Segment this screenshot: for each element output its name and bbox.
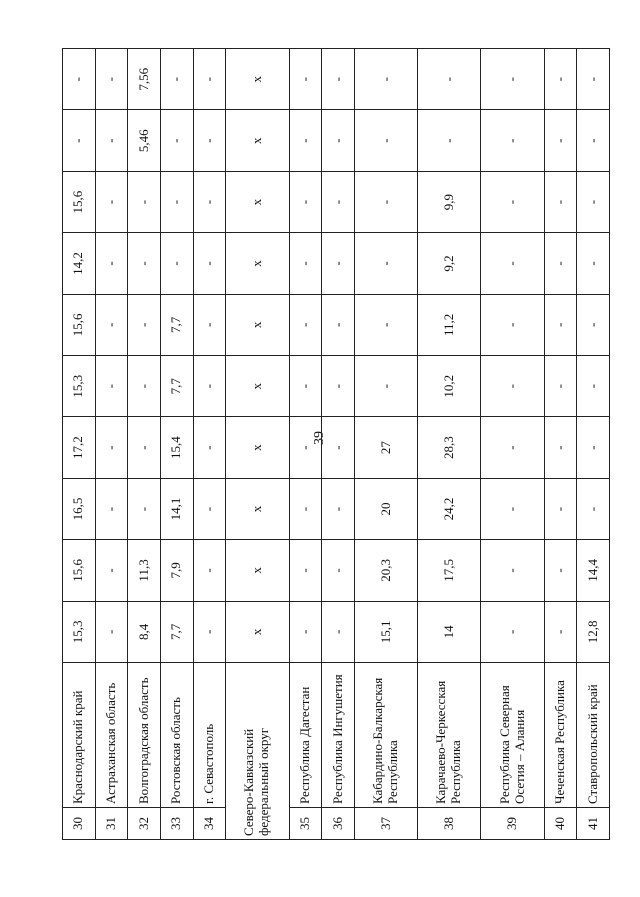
- value-cell: -: [289, 233, 322, 294]
- value-cell: -: [322, 540, 355, 601]
- value-cell: 17,2: [63, 417, 96, 478]
- value-cell: -: [289, 417, 322, 478]
- value-cell: 20: [354, 478, 417, 539]
- value-cell: -: [481, 294, 544, 355]
- region-name-cell: Республика Ингушетия: [322, 663, 355, 808]
- value-cell: -: [128, 171, 161, 232]
- value-cell: 14,4: [577, 540, 610, 601]
- region-name-cell: Кабардино-Балкарская Республика: [354, 663, 417, 808]
- row-number-cell: 31: [95, 808, 128, 840]
- value-cell: -: [322, 294, 355, 355]
- value-cell: 7,7: [160, 601, 193, 662]
- value-cell: -: [354, 49, 417, 110]
- value-cell: -: [577, 417, 610, 478]
- value-cell: -: [544, 356, 577, 417]
- region-name-cell: Волгоградская область: [128, 663, 161, 808]
- row-number-cell: 30: [63, 808, 96, 840]
- row-number-cell: 33: [160, 808, 193, 840]
- row-number-cell: 40: [544, 808, 577, 840]
- value-cell: -: [577, 478, 610, 539]
- value-cell: 7,9: [160, 540, 193, 601]
- value-cell: -: [577, 294, 610, 355]
- value-cell: -: [193, 49, 226, 110]
- value-cell: -: [322, 417, 355, 478]
- value-cell: 11,3: [128, 540, 161, 601]
- value-cell: -: [160, 110, 193, 171]
- value-cell: -: [322, 601, 355, 662]
- data-table: [62, 48, 610, 840]
- value-cell: -: [193, 417, 226, 478]
- value-cell: -: [322, 110, 355, 171]
- value-cell: -: [289, 49, 322, 110]
- value-cell: -: [193, 110, 226, 171]
- region-name-cell: г. Севастополь: [193, 663, 226, 808]
- value-cell: 8,4: [128, 601, 161, 662]
- value-cell: x: [226, 171, 289, 232]
- value-cell: -: [354, 233, 417, 294]
- value-cell: 15,3: [63, 356, 96, 417]
- value-cell: -: [95, 110, 128, 171]
- value-cell: -: [577, 233, 610, 294]
- region-name-cell: Ставропольский край: [577, 663, 610, 808]
- value-cell: -: [322, 171, 355, 232]
- value-cell: -: [544, 294, 577, 355]
- row-number-cell: 41: [577, 808, 610, 840]
- value-cell: -: [354, 294, 417, 355]
- value-cell: -: [577, 356, 610, 417]
- value-cell: 15,3: [63, 601, 96, 662]
- value-cell: -: [481, 601, 544, 662]
- value-cell: x: [226, 49, 289, 110]
- value-cell: -: [193, 233, 226, 294]
- value-cell: -: [128, 417, 161, 478]
- value-cell: 10,2: [418, 356, 481, 417]
- value-cell: 9,9: [418, 171, 481, 232]
- value-cell: -: [322, 233, 355, 294]
- value-cell: -: [63, 110, 96, 171]
- value-cell: -: [544, 417, 577, 478]
- value-cell: -: [193, 171, 226, 232]
- value-cell: 14: [418, 601, 481, 662]
- row-number-cell: 35: [289, 808, 322, 840]
- value-cell: -: [289, 540, 322, 601]
- value-cell: 7,7: [160, 294, 193, 355]
- value-cell: -: [544, 540, 577, 601]
- value-cell: -: [128, 294, 161, 355]
- value-cell: -: [160, 49, 193, 110]
- value-cell: -: [289, 356, 322, 417]
- value-cell: -: [481, 478, 544, 539]
- value-cell: -: [418, 49, 481, 110]
- value-cell: -: [289, 110, 322, 171]
- value-cell: -: [544, 233, 577, 294]
- value-cell: -: [544, 110, 577, 171]
- table-row: [160, 49, 193, 840]
- value-cell: -: [481, 49, 544, 110]
- value-cell: 12,8: [577, 601, 610, 662]
- value-cell: -: [128, 478, 161, 539]
- value-cell: x: [226, 356, 289, 417]
- value-cell: x: [226, 540, 289, 601]
- table-row: [418, 49, 481, 840]
- value-cell: 11,2: [418, 294, 481, 355]
- value-cell: -: [289, 478, 322, 539]
- value-cell: -: [544, 601, 577, 662]
- region-name-cell: Республика Северная Осетия – Алания: [481, 663, 544, 808]
- rotated-table-container: [62, 48, 610, 840]
- table-row: [95, 49, 128, 840]
- table-row: [226, 49, 289, 840]
- value-cell: 20,3: [354, 540, 417, 601]
- value-cell: 28,3: [418, 417, 481, 478]
- value-cell: -: [481, 171, 544, 232]
- value-cell: -: [95, 49, 128, 110]
- value-cell: -: [128, 233, 161, 294]
- table-row: [354, 49, 417, 840]
- value-cell: 14,2: [63, 233, 96, 294]
- table-row: [128, 49, 161, 840]
- table-row: [577, 49, 610, 840]
- value-cell: -: [63, 49, 96, 110]
- value-cell: 15,4: [160, 417, 193, 478]
- value-cell: -: [95, 171, 128, 232]
- value-cell: -: [354, 171, 417, 232]
- value-cell: -: [95, 601, 128, 662]
- value-cell: x: [226, 601, 289, 662]
- value-cell: -: [544, 171, 577, 232]
- row-number-cell: 34: [193, 808, 226, 840]
- value-cell: -: [577, 171, 610, 232]
- value-cell: 9,2: [418, 233, 481, 294]
- region-name-cell: Астраханская область: [95, 663, 128, 808]
- table-row: [322, 49, 355, 840]
- value-cell: -: [481, 110, 544, 171]
- value-cell: -: [289, 601, 322, 662]
- value-cell: -: [95, 478, 128, 539]
- row-number-cell: 39: [481, 808, 544, 840]
- table-row: [63, 49, 96, 840]
- value-cell: -: [193, 356, 226, 417]
- value-cell: x: [226, 417, 289, 478]
- page-number: 39: [312, 431, 327, 445]
- value-cell: 16,5: [63, 478, 96, 539]
- value-cell: 24,2: [418, 478, 481, 539]
- value-cell: -: [544, 478, 577, 539]
- value-cell: -: [481, 540, 544, 601]
- value-cell: -: [193, 294, 226, 355]
- value-cell: -: [577, 49, 610, 110]
- value-cell: -: [289, 171, 322, 232]
- value-cell: -: [95, 356, 128, 417]
- value-cell: -: [481, 417, 544, 478]
- value-cell: -: [481, 356, 544, 417]
- table-row: [544, 49, 577, 840]
- value-cell: x: [226, 294, 289, 355]
- region-name-cell: Чеченская Республика: [544, 663, 577, 808]
- value-cell: -: [193, 601, 226, 662]
- value-cell: -: [193, 540, 226, 601]
- row-number-cell: 36: [322, 808, 355, 840]
- row-number-cell: 32: [128, 808, 161, 840]
- value-cell: x: [226, 478, 289, 539]
- value-cell: -: [322, 356, 355, 417]
- table-row: [481, 49, 544, 840]
- row-number-cell: 37: [354, 808, 417, 840]
- value-cell: -: [544, 49, 577, 110]
- table-row: [289, 49, 322, 840]
- district-name-cell: Северо-Кавказский федеральный округ: [226, 663, 289, 840]
- value-cell: -: [418, 110, 481, 171]
- region-name-cell: Карачаево-Черкесская Республика: [418, 663, 481, 808]
- value-cell: 15,1: [354, 601, 417, 662]
- value-cell: 17,5: [418, 540, 481, 601]
- value-cell: -: [193, 478, 226, 539]
- value-cell: -: [95, 294, 128, 355]
- value-cell: -: [481, 233, 544, 294]
- value-cell: 7,56: [128, 49, 161, 110]
- value-cell: x: [226, 110, 289, 171]
- value-cell: -: [289, 294, 322, 355]
- value-cell: -: [354, 356, 417, 417]
- region-name-cell: Ростовская область: [160, 663, 193, 808]
- value-cell: -: [160, 171, 193, 232]
- value-cell: 27: [354, 417, 417, 478]
- value-cell: -: [128, 356, 161, 417]
- row-number-cell: 38: [418, 808, 481, 840]
- value-cell: -: [95, 540, 128, 601]
- value-cell: -: [354, 110, 417, 171]
- value-cell: -: [95, 417, 128, 478]
- value-cell: 14,1: [160, 478, 193, 539]
- value-cell: -: [322, 49, 355, 110]
- value-cell: -: [95, 233, 128, 294]
- value-cell: -: [577, 110, 610, 171]
- region-name-cell: Краснодарский край: [63, 663, 96, 808]
- value-cell: -: [160, 233, 193, 294]
- value-cell: 7,7: [160, 356, 193, 417]
- value-cell: 5,46: [128, 110, 161, 171]
- value-cell: x: [226, 233, 289, 294]
- value-cell: 15,6: [63, 294, 96, 355]
- table-row: [193, 49, 226, 840]
- value-cell: 15,6: [63, 540, 96, 601]
- value-cell: 15,6: [63, 171, 96, 232]
- region-name-cell: Республика Дагестан: [289, 663, 322, 808]
- value-cell: -: [322, 478, 355, 539]
